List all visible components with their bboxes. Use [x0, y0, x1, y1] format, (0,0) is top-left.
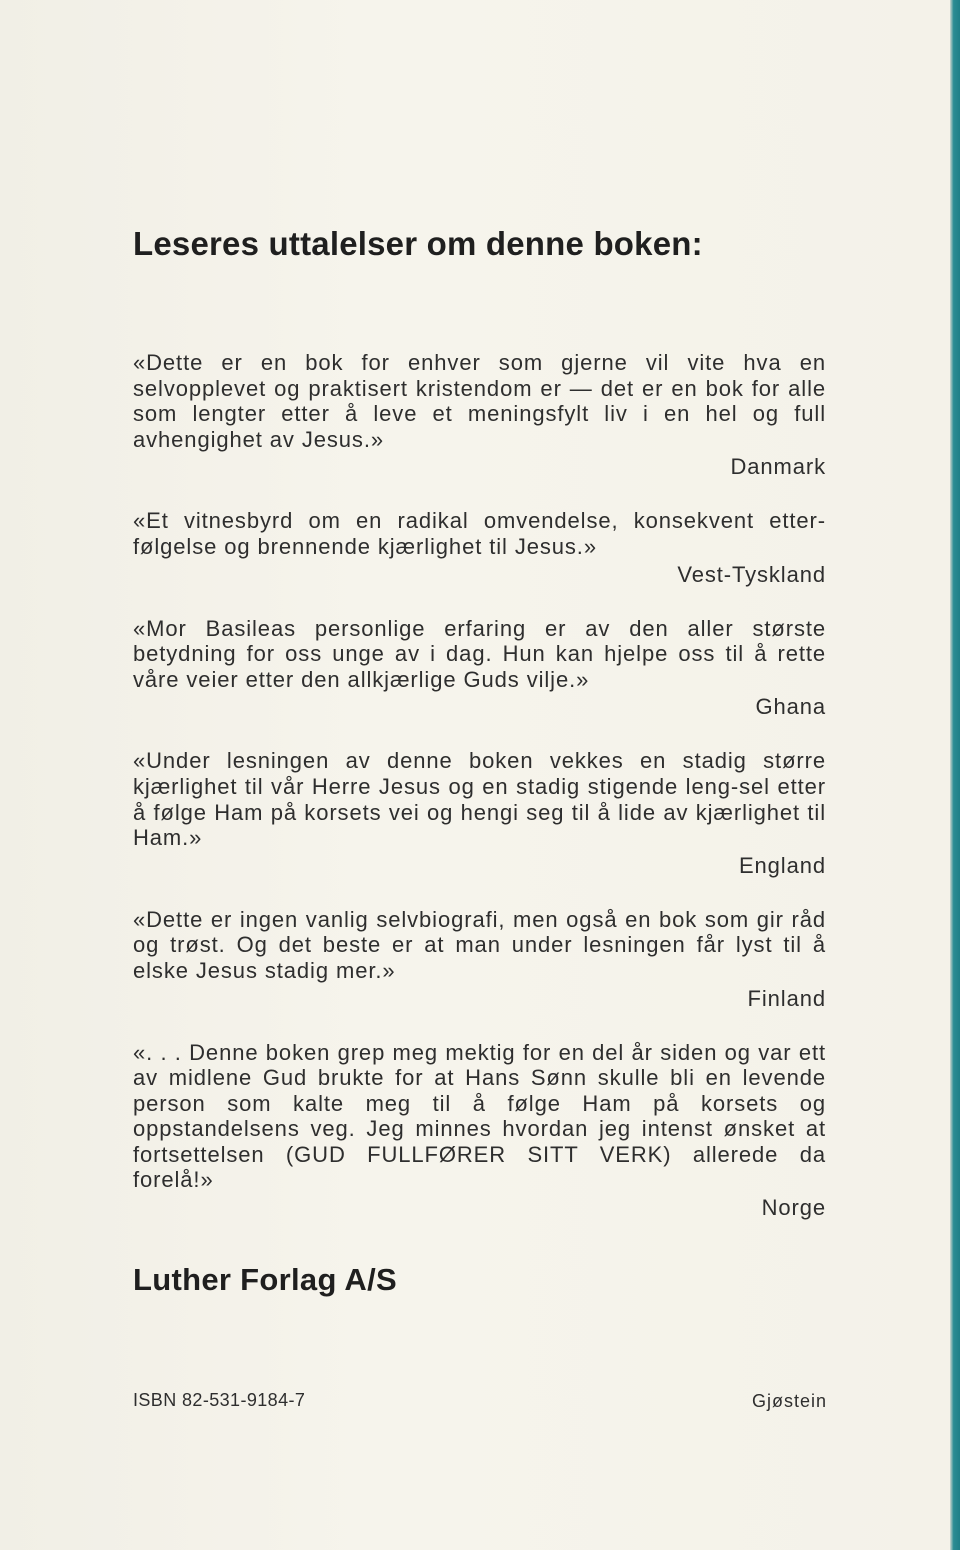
publisher-name: Luther Forlag A/S — [133, 1262, 398, 1297]
quote-item — [133, 1040, 826, 1222]
quote-text: «Dette er ingen vanlig selvbiografi, men også en bok som gir råd og trøst. Og det beste er at man under lesningen får lyst til å elske Jesus stadig mer.» — [133, 906, 826, 983]
reader-quotes — [133, 350, 826, 1249]
quote-text: «. . . Denne boken grep meg mektig for en del år siden og var ett av midlene Gud brukte for at Hans Sønn skulle bli en levende person som kalte meg til å følge Ham på korsets og oppstandelsens veg. Jeg minnes hvordan jeg intenst ønsket at fortsettelsen (GUD FULLFØRER SITT VERK) allerede da forelå!» — [133, 1039, 826, 1193]
quote-item — [133, 616, 826, 721]
quote-item — [133, 748, 826, 878]
quote-text: «Mor Basileas personlige erfaring er av den aller største betydning for oss unge av i dag. Hun kan hjelpe oss til å rette våre veier etter den allkjærlige Guds vilje.» — [133, 615, 826, 692]
quote-item — [133, 907, 826, 1012]
quote-item — [133, 350, 826, 480]
cover-spine-edge — [950, 0, 960, 1550]
quote-text: «Under lesningen av denne boken vekkes en stadig større kjærlighet til vår Herre Jesus og en stadig stigende leng-sel etter å følge Ham på korsets vei og hengi seg til å lide av kjærlighet til Ham.» — [133, 748, 826, 851]
quote-text: «Dette er en bok for enhver som gjerne vil vite hva en selvopplevet og praktisert kristendom er — det er en bok for alle som lengter etter å leve et meningsfylt liv i en hel og full avhengighet av Jesus.» — [133, 350, 826, 452]
isbn-number: ISBN 82-531-9184-7 — [133, 1390, 306, 1410]
quote-origin: Norge — [761, 1195, 826, 1221]
quote-origin: Ghana — [755, 694, 826, 720]
quote-origin: Danmark — [730, 454, 826, 480]
quote-origin: Vest-Tyskland — [677, 561, 826, 587]
quote-item — [133, 508, 826, 587]
page-title: Leseres uttalelser om denne boken: — [133, 225, 703, 262]
cover-content — [133, 222, 826, 1221]
quote-origin: England — [738, 852, 826, 878]
quote-text: «Et vitnesbyrd om en radikal omvendelse, konsekvent etter-følgelse og brennende kjærlighet til Jesus.» — [133, 508, 826, 559]
quote-origin: Finland — [747, 985, 826, 1011]
printer-name: Gjøstein — [751, 1391, 827, 1411]
